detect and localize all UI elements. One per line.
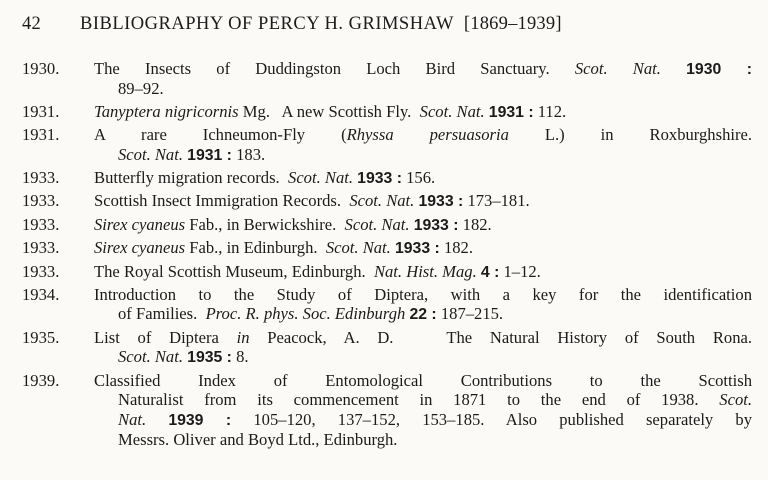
page-range: 105–120, 137–152, 153–185. bbox=[253, 409, 485, 429]
entry-line bbox=[94, 191, 752, 211]
bibliography-list bbox=[22, 59, 752, 452]
bibliography-entry bbox=[22, 102, 752, 122]
entry-year: 1933. bbox=[22, 168, 60, 188]
entry-line bbox=[94, 371, 752, 390]
entry-year: 1931. bbox=[22, 101, 60, 121]
volume-number: 1933 : bbox=[394, 240, 440, 258]
entry-year: 1933. bbox=[22, 191, 60, 211]
entry-year: 1935. bbox=[22, 327, 60, 347]
journal-name: Proc. R. phys. Soc. Edinburgh bbox=[205, 304, 406, 324]
species-name: Sirex cyaneus bbox=[94, 214, 186, 234]
journal-name: Scot. Nat. bbox=[349, 191, 415, 211]
journal-name: Nat. Hist. Mag. bbox=[373, 261, 477, 281]
bibliography-entry bbox=[22, 215, 752, 235]
volume-number: 1939 : bbox=[168, 411, 232, 429]
journal-name: Scot. Nat. bbox=[288, 168, 354, 188]
entry-title-end: L.) in Roxburghshire. bbox=[544, 125, 753, 145]
entry-line bbox=[94, 410, 752, 430]
volume-number: 1935 : bbox=[187, 349, 232, 367]
volume-number: 1931 : bbox=[187, 146, 232, 164]
page-range: 182. bbox=[443, 238, 473, 258]
entry-year: 1931. bbox=[22, 125, 60, 145]
life-years: [1869–1939] bbox=[463, 14, 562, 34]
bibliography-entry bbox=[22, 191, 752, 211]
entry-line bbox=[94, 238, 752, 258]
page-range: 1–12. bbox=[503, 261, 541, 281]
species-name: Sirex cyaneus bbox=[94, 238, 186, 258]
journal-name: Scot. Nat. bbox=[574, 59, 661, 78]
journal-name: Nat. bbox=[118, 409, 147, 429]
entry-line bbox=[94, 125, 752, 144]
journal-name: Scot. Nat. bbox=[118, 347, 183, 367]
volume-number: 1933 : bbox=[413, 216, 459, 234]
entry-line bbox=[94, 285, 752, 304]
species-name: Tanyptera nigricornis bbox=[94, 101, 239, 121]
entry-title: Mg. A new Scottish Fly. bbox=[242, 101, 412, 121]
entry-line bbox=[94, 168, 752, 188]
entry-year: 1933. bbox=[22, 261, 60, 281]
bibliography-entry bbox=[22, 59, 752, 99]
bibliography-entry bbox=[22, 168, 752, 188]
entry-year: 1930. bbox=[22, 59, 60, 78]
volume-number: 1933 : bbox=[418, 193, 464, 211]
page-number: 42 bbox=[22, 14, 41, 34]
page-range: 112. bbox=[537, 101, 567, 121]
page-range: 156. bbox=[406, 168, 436, 188]
entry-line bbox=[94, 145, 752, 165]
entry-note-end: Messrs. Oliver and Boyd Ltd., Edinburgh. bbox=[118, 429, 398, 449]
page-range: 173–181. bbox=[467, 191, 530, 211]
entry-title: Introduction to the Study of Diptera, with a key for the identification bbox=[94, 285, 752, 305]
entry-title: The Royal Scottish Museum, Edinburgh. bbox=[94, 261, 366, 281]
journal-name: Scot. Nat. bbox=[344, 214, 410, 234]
entry-year: 1933. bbox=[22, 214, 60, 234]
entry-title: List of Diptera bbox=[94, 327, 219, 347]
entry-title: Fab., in Edinburgh. bbox=[189, 238, 318, 258]
page-title: BIBLIOGRAPHY OF PERCY H. GRIMSHAW bbox=[80, 14, 454, 34]
entry-line bbox=[94, 79, 752, 98]
entry-line bbox=[94, 59, 752, 79]
page-range: 187–215. bbox=[440, 304, 504, 324]
bibliography-entry bbox=[22, 328, 752, 368]
entry-title-end: Peacock, A. D. The Natural History of South Rona. bbox=[267, 327, 752, 347]
entry-line bbox=[94, 430, 752, 449]
bibliography-entry bbox=[22, 371, 752, 450]
bibliography-entry bbox=[22, 125, 752, 165]
volume-number: 22 : bbox=[409, 306, 437, 324]
volume-number: 4 : bbox=[480, 263, 500, 281]
entry-title: Classified Index of Entomological Contributions to the Scottish bbox=[94, 370, 752, 390]
volume-number: 1933 : bbox=[357, 170, 402, 188]
entry-title-end: of Families. bbox=[118, 304, 198, 324]
running-header bbox=[22, 14, 752, 35]
entry-line bbox=[94, 390, 752, 409]
entry-title: Fab., in Berwickshire. bbox=[189, 214, 337, 234]
entry-line bbox=[94, 102, 752, 122]
entry-title-cont: Naturalist from its commencement in 1871 to the end of 1938. bbox=[118, 390, 699, 410]
bibliography-entry bbox=[22, 262, 752, 282]
bibliography-entry bbox=[22, 238, 752, 258]
entry-title: The Insects of Duddingston Loch Bird Sanctuary. bbox=[94, 59, 550, 78]
entry-title: A rare Ichneumon-Fly ( bbox=[94, 125, 347, 145]
volume-number: 1931 : bbox=[488, 103, 534, 121]
journal-name: Scot. Nat. bbox=[419, 101, 485, 121]
page-range: 89–92. bbox=[118, 79, 164, 99]
entry-line bbox=[94, 328, 752, 347]
entry-line bbox=[94, 215, 752, 235]
entry-note: Also published separately by bbox=[505, 409, 753, 429]
entry-title: Butterfly migration records. bbox=[94, 168, 280, 188]
entry-year: 1934. bbox=[22, 285, 60, 305]
volume-number: 1930 : bbox=[686, 61, 752, 78]
page-range: 183. bbox=[236, 144, 266, 164]
entry-year: 1933. bbox=[22, 238, 60, 258]
journal-name: Scot. Nat. bbox=[118, 144, 183, 164]
italic-word: in bbox=[236, 327, 250, 347]
journal-name: Scot. Nat. bbox=[325, 238, 391, 258]
page-range: 182. bbox=[462, 214, 492, 234]
entry-line bbox=[94, 304, 752, 324]
bibliography-entry bbox=[22, 285, 752, 325]
entry-line bbox=[94, 347, 752, 367]
page-range: 8. bbox=[236, 347, 249, 367]
journal-name: Scot. bbox=[719, 390, 753, 410]
entry-title: Scottish Insect Immigration Records. bbox=[94, 191, 342, 211]
entry-line bbox=[94, 262, 752, 282]
species-name: Rhyssa persuasoria bbox=[346, 125, 509, 145]
entry-year: 1939. bbox=[22, 370, 60, 390]
